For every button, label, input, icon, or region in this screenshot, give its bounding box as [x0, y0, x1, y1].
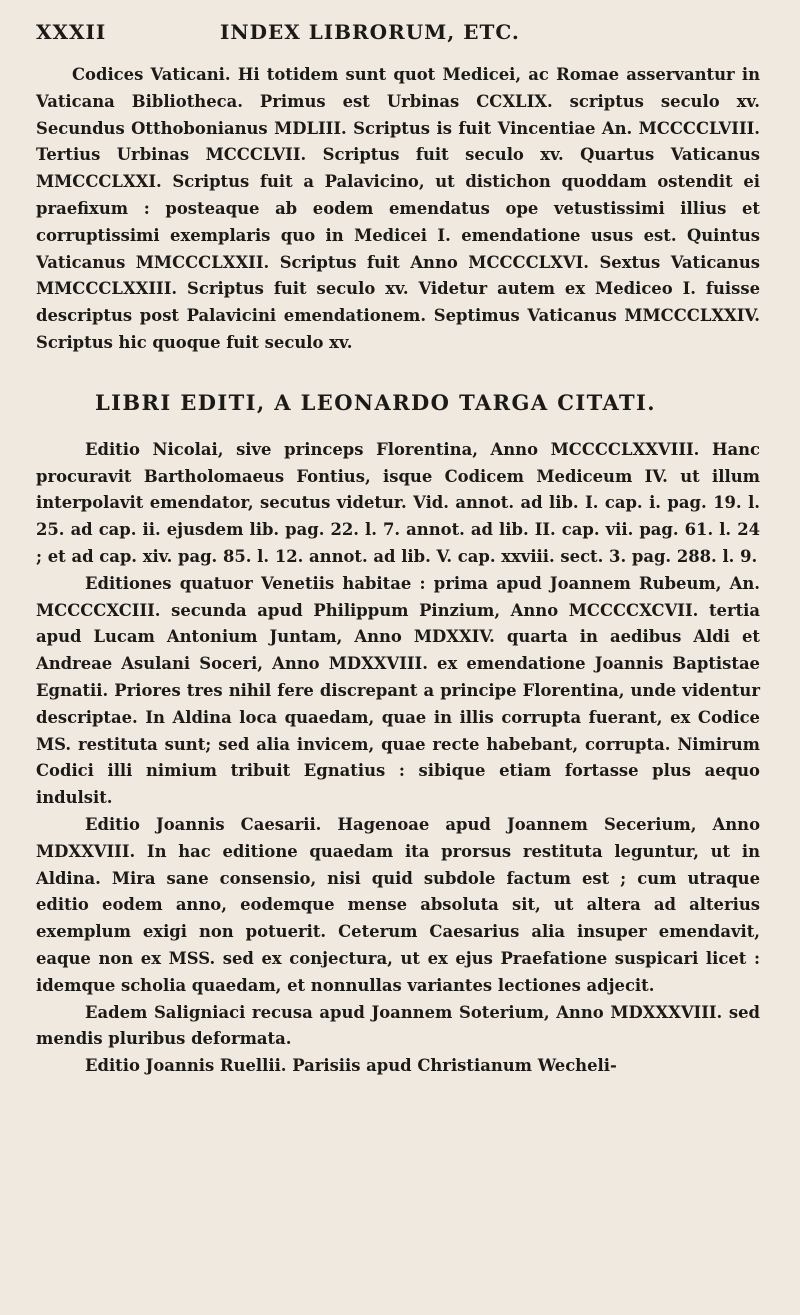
paragraph-editio-nicolai: Editio Nicolai, sive princeps Florentina, Anno MCCCCLXXVIII. Hanc procuravit Bartholomaeus Fontius, isque Codicem Mediceum IV. ut illum interpolavit emendator, secutus videtur. Vid. annot. ad lib. I. cap. i. pag. 19. l. 25. ad cap. ii. ejusdem lib. pag. 22. l. 7. annot. ad lib. II. cap. vii. pag. 61. l. 24 ; et ad cap. xiv. pag. 85. l. 12. annot. ad lib. V. cap. xxviii. sect. 3. pag. 288. l. 9.	[36, 439, 760, 566]
editions-list	[36, 437, 760, 1080]
section-heading: LIBRI EDITI, A LEONARDO TARGA CITATI.	[95, 389, 656, 415]
codices-vaticani-paragraph: Codices Vaticani. Hi totidem sunt quot Medicei, ac Romae asservantur in Vaticana Bibliotheca. Primus est Urbinas CCXLIX. scriptus seculo xv. Secundus Otthobonianus MDLIII. Scriptus is fuit Vincentiae An. MCCCCLVIII. Tertius Urbinas MCCCLVII. Scriptus fuit seculo xv. Quartus Vaticanus MMCCCLXXI. Scriptus fuit a Palavicino, ut distichon quoddam ostendit ei praefixum : posteaque ab eodem emendatus ope vetustissimi illius et corruptissimi exemplaris quo in Medicei I. emendatione usus est. Quintus Vaticanus MMCCCLXXII. Scriptus fuit Anno MCCCCLXVI. Sextus Vaticanus MMCCCLXXIII. Scriptus fuit seculo xv. Videtur autem ex Mediceo I. fuisse descriptus post Palavicini emendationem. Septimus Vaticanus MMCCCLXXIV. Scriptus hic quoque fuit seculo xv.	[36, 65, 760, 352]
paragraph-eadem-saligniaci: Eadem Saligniaci recusa apud Joannem Soterium, Anno MDXXXVIII. sed mendis pluribus deformata.	[36, 1002, 760, 1049]
paragraph-editio-caesarii: Editio Joannis Caesarii. Hagenoae apud Joannem Secerium, Anno MDXXVIII. In hac editione quaedam ita prorsus restituta leguntur, ut in Aldina. Mira sane consensio, nisi quid subdole factum est ; cum utraque editio eodem anno, eodemque mense absoluta sit, ut altera ad alterius exemplum exigi non potuerit. Ceterum Caesarius alia insuper emendavit, eaque non ex MSS. sed ex conjectura, ut ex ejus Praefatione suspicari licet : idemque scholia quaedam, et nonnullas variantes lectiones adjecit.	[36, 814, 760, 995]
page-number: XXXII	[36, 20, 107, 44]
paragraph-editio-ruellii: Editio Joannis Ruellii. Parisiis apud Christianum Wecheli-	[85, 1056, 617, 1076]
running-head	[36, 20, 760, 54]
running-title: INDEX LIBRORUM, ETC.	[220, 20, 520, 44]
paragraph-editiones-venetiis: Editiones quatuor Venetiis habitae : prima apud Joannem Rubeum, An. MCCCCXCIII. secunda apud Philippum Pinzium, Anno MCCCCXCVII. tertia apud Lucam Antonium Juntam, Anno MDXXIV. quarta in aedibus Aldi et Andreae Asulani Soceri, Anno MDXXVIII. ex emendatione Joannis Baptistae Egnatii. Priores tres nihil fere discrepant a principe Florentina, unde videntur descriptae. In Aldina loca quaedam, quae in illis corrupta fuerant, ex Codice MS. restituta sunt; sed alia invicem, quae recte habebant, corrupta. Nimirum Codici illi nimium tribuit Egnatius : sibique etiam fortasse plus aequo indulsit.	[36, 573, 760, 808]
